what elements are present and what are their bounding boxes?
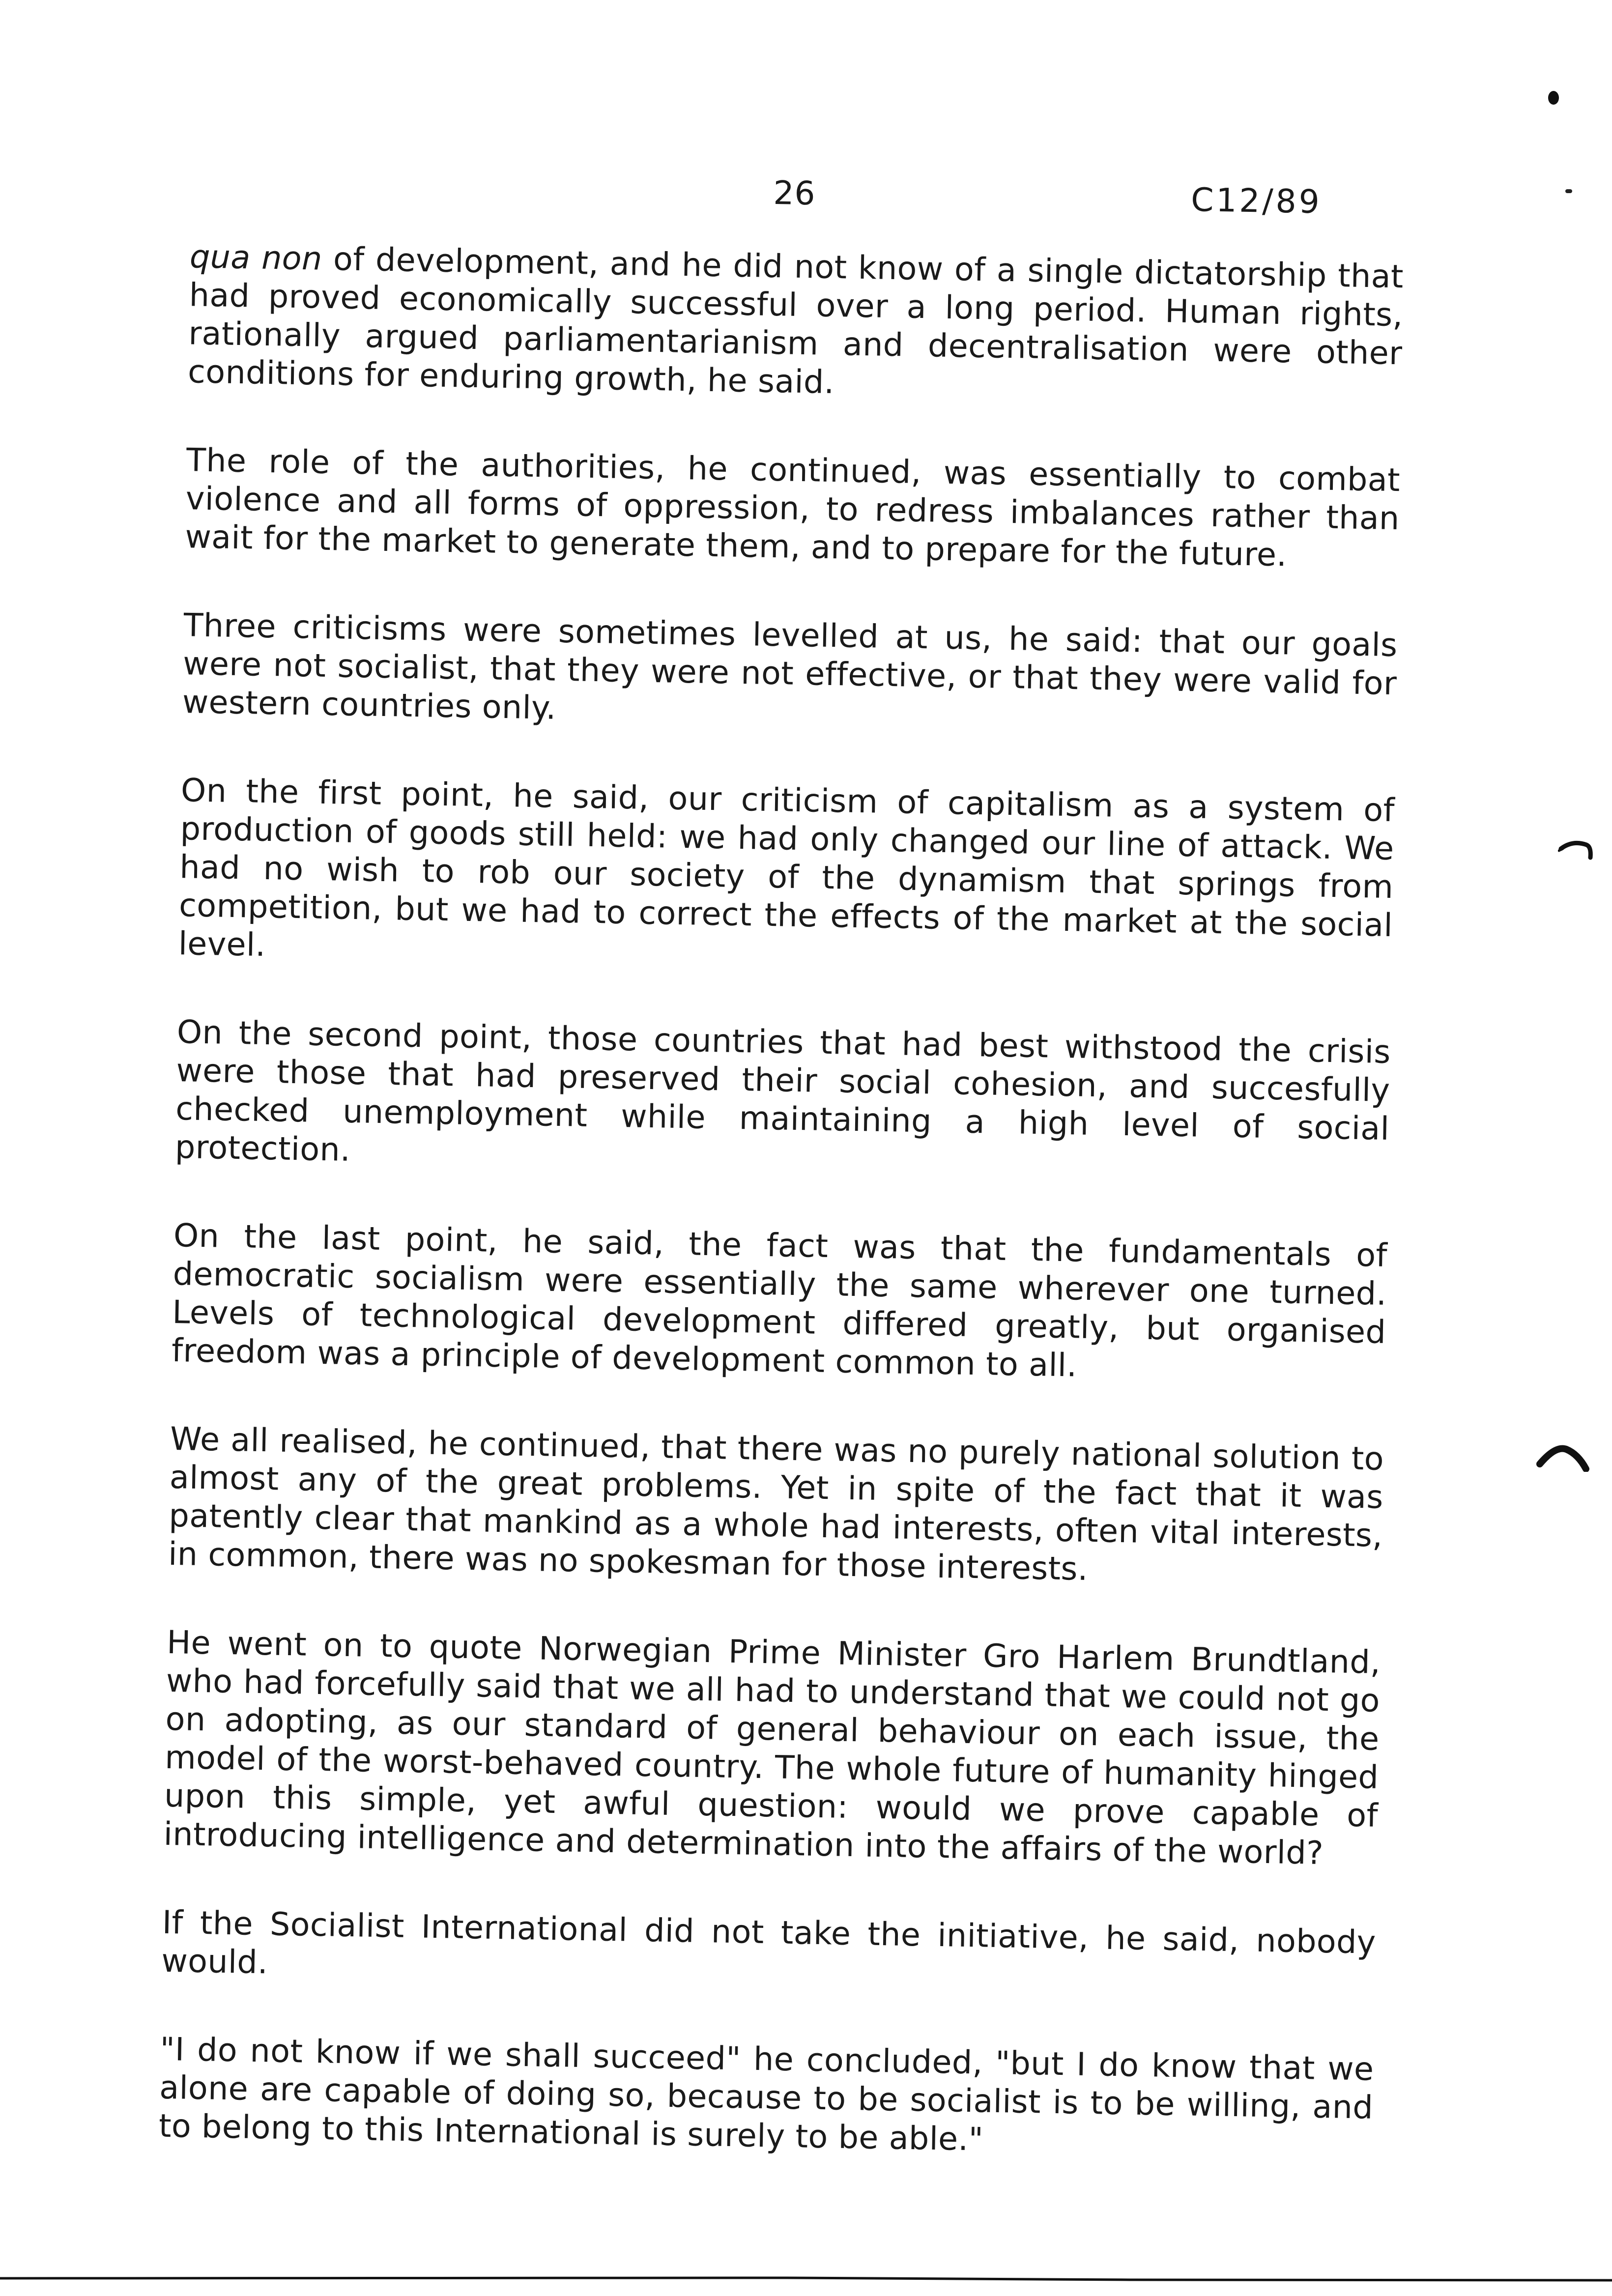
bottom-scan-edge	[0, 2275, 1612, 2282]
paragraph-10	[158, 2031, 1374, 2166]
paragraph-6	[172, 1217, 1388, 1390]
paragraph-text: On the second point, those countries that had best withstood the crisis were those that had preserved their social cohesion, and succesfully checked unemployment while maintaining a high level of social protection.	[174, 1014, 1391, 1169]
margin-caret-mark	[1536, 1442, 1590, 1472]
paragraph-text: "I do not know if we shall succeed" he concluded, "but I do know that we alone are capable of doing so, because to be socialist is to be willing, and to belong to this International is surely to be able."	[158, 2031, 1374, 2158]
paragraph-2	[185, 441, 1401, 576]
paragraph-text: He went on to quote Norwegian Prime Minister Gro Harlem Brundtland, who had forcefully said that we all had to understand that we could not go on adopting, as our standard of general behaviour on each issue, the model of the worst-behaved country. The whole future of humanity hinged upon this simple, yet awful question: would we prove capable of introducing intelligence and determination into the affairs of the world?	[163, 1624, 1381, 1872]
paragraph-8	[163, 1624, 1381, 1874]
margin-dot-mark	[1548, 91, 1559, 105]
paragraph-text: We all realised, he continued, that there was no purely national solution to almost any of the great problems. Yet in spite of the fact that it was patently clear that mankind as a whole had interests, often vital interests, in common, there was no spokesman for those interests.	[168, 1420, 1384, 1588]
page-number: 26	[773, 173, 816, 213]
body-text	[158, 238, 1404, 2215]
latin-phrase: qua non	[189, 238, 323, 278]
paragraph-3	[182, 606, 1398, 742]
paragraph-text: On the first point, he said, our criticism of capitalism as a system of production of goods still held: we had only changed our line of attack. We had no wish to rob our society of the dynamism that springs from competition, but we had to correct the effects of the market at the social level.	[178, 772, 1395, 964]
paragraph-1	[188, 238, 1404, 411]
paragraph-5	[174, 1013, 1391, 1187]
paragraph-text: On the last point, he said, the fact was that the fundamentals of democratic socialism were essentially the same wherever one turned. Levels of technological development differed greatly, but organised freedom was a principle of development common to all.	[171, 1217, 1388, 1384]
document-reference: C12/89	[1190, 181, 1323, 221]
paragraph-4	[178, 772, 1395, 983]
paragraph-text: The role of the authorities, he continued, was essentially to combat violence and all forms of oppression, to redress imbalances rather than wait for the market to generate them, and to prepare for the future.	[185, 442, 1401, 574]
margin-tick-mark	[1565, 189, 1572, 193]
paragraph-9	[161, 1904, 1376, 2001]
paragraph-text: of development, and he did not know of a single dictatorship that had proved economically successful over a long period. Human rights, rationally argued parliamentarianism and decentralisation were other conditions for enduring growth, he said.	[187, 240, 1404, 402]
paragraph-text: If the Socialist International did not take the initiative, he said, nobody would.	[161, 1904, 1377, 1981]
paragraph-7	[168, 1420, 1384, 1594]
margin-bracket-mark	[1558, 838, 1594, 872]
paragraph-text: Three criticisms were sometimes levelled at us, he said: that our goals were not socialist, that they were not effective, or that they were valid for western countries only.	[182, 607, 1398, 727]
